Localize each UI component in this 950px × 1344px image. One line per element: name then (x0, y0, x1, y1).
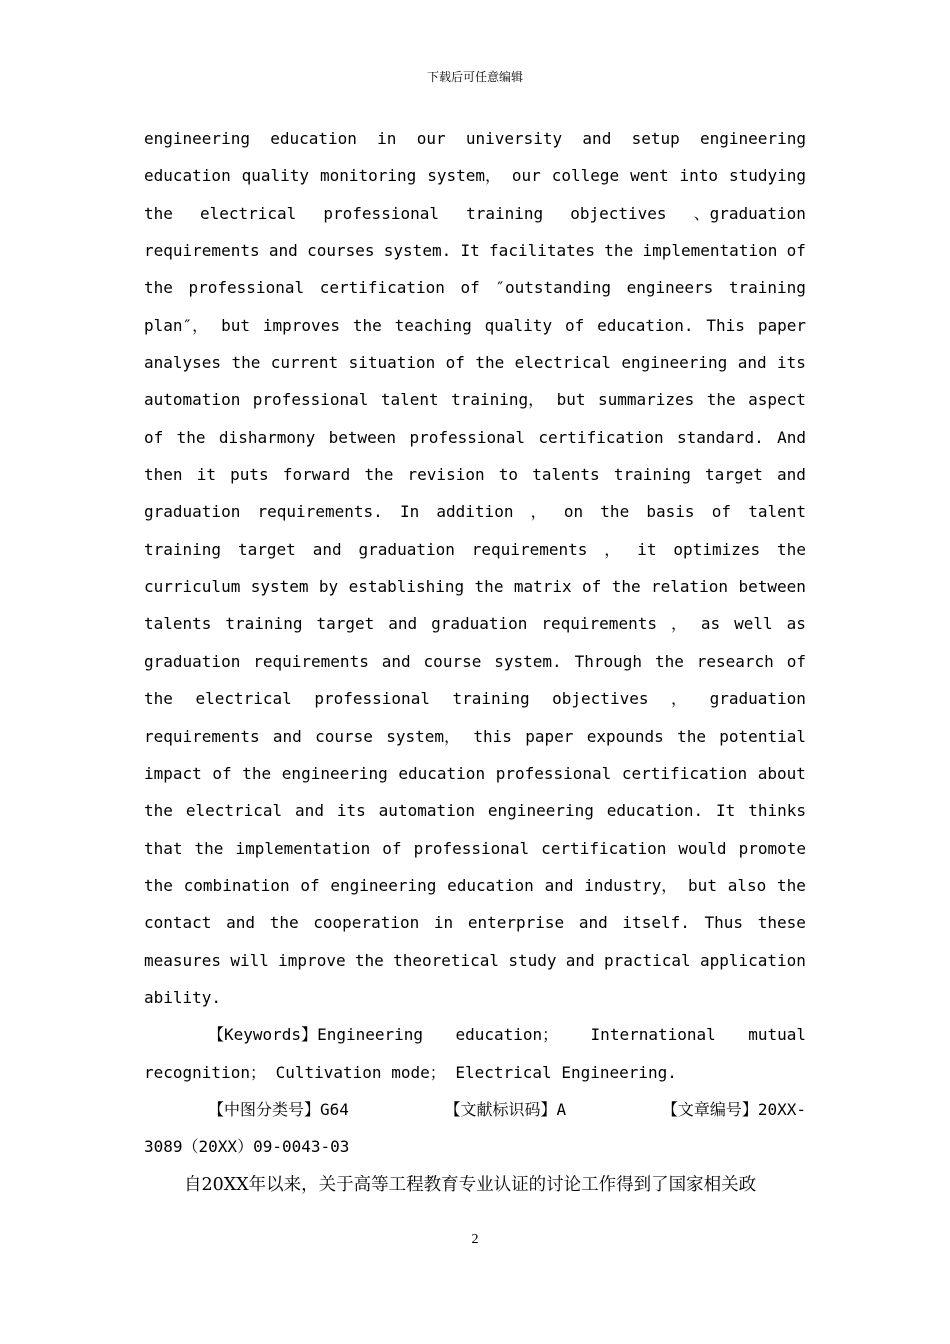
abstract-paragraph (144, 126, 806, 1022)
word: would (678, 838, 727, 858)
word: on (563, 502, 584, 522)
abstract-line (144, 798, 806, 835)
word: practical (603, 950, 691, 970)
word: professional (413, 838, 530, 858)
word: requirements (144, 726, 260, 746)
word: and (272, 726, 302, 746)
word: curriculum (144, 577, 241, 597)
word: facilitates (489, 241, 596, 261)
word: to (498, 465, 519, 485)
word: but (688, 875, 717, 895)
word: its (336, 801, 366, 821)
word: in (433, 913, 454, 933)
word: talent (380, 390, 439, 410)
word: and (582, 129, 612, 148)
word: of (711, 502, 732, 522)
word: system. (494, 651, 562, 671)
word: its (777, 353, 806, 373)
word: graduation (144, 502, 241, 522)
word: It (460, 241, 480, 261)
word: relation (650, 577, 729, 597)
word: objectives (552, 689, 649, 709)
word: forward (282, 465, 351, 485)
word: implementation (642, 241, 778, 261)
word: of (382, 838, 402, 858)
word: the (474, 577, 504, 597)
word: certification (319, 278, 445, 298)
word: theoretical (393, 950, 500, 970)
word: this (473, 726, 512, 746)
word: 【文献标识码】A (444, 1099, 567, 1119)
word: target (316, 614, 375, 634)
word: our (511, 166, 541, 186)
word: of (582, 577, 602, 597)
word: into (679, 166, 719, 186)
word: certification (541, 838, 667, 858)
abstract-line (144, 499, 806, 536)
word: then (144, 465, 183, 485)
classification-line-1 (144, 1097, 806, 1134)
word: quality (241, 166, 310, 186)
word: It (716, 801, 736, 821)
word: engineering (281, 763, 388, 783)
abstract-line (144, 201, 806, 238)
word: establishing (348, 577, 465, 597)
word: the (144, 203, 173, 223)
word: cooperation (313, 913, 420, 933)
word: university (465, 129, 563, 148)
word: the (677, 726, 706, 746)
word: education (144, 166, 231, 186)
word: current (270, 353, 339, 373)
word: courses (307, 241, 375, 261)
word: between (328, 427, 397, 447)
word: and (381, 651, 411, 671)
word: graduation (358, 539, 455, 559)
word: graduation (709, 689, 806, 709)
word: optimizes (673, 539, 761, 559)
word: professional (188, 278, 305, 298)
word: research (696, 651, 774, 671)
word: it (196, 465, 216, 485)
abstract-line (144, 686, 806, 723)
word: of (212, 763, 232, 783)
word: 【中图分类号】G64 (208, 1099, 349, 1119)
word: system. (383, 241, 452, 261)
classification-line-2: 3089（20XX）09-0043-03 (144, 1137, 350, 1157)
word: electrical (195, 689, 292, 709)
word: the (611, 577, 641, 597)
word: the (475, 353, 505, 373)
word: and (226, 913, 256, 933)
word: basis (646, 502, 695, 522)
word: training (728, 278, 806, 298)
word: training (225, 614, 303, 634)
word: professional (252, 390, 369, 410)
word: professional (495, 763, 612, 783)
word: target (705, 465, 763, 485)
word: puts (230, 465, 269, 485)
word: certification (621, 763, 748, 783)
word: and (312, 539, 342, 559)
word: course (423, 651, 482, 671)
word: will (230, 950, 269, 970)
word: these (757, 913, 806, 933)
word: and (565, 950, 595, 970)
word: industry， (584, 875, 678, 895)
word: system， (386, 726, 461, 746)
word: system， (427, 166, 501, 186)
word: of (786, 651, 806, 671)
word: talents (532, 465, 600, 485)
word: ″outstanding (495, 278, 611, 298)
word: itself. (622, 913, 690, 933)
abstract-line (144, 761, 806, 798)
word: by (318, 577, 339, 597)
word: system (250, 577, 309, 597)
word: matrix (513, 577, 572, 597)
word: improves (262, 315, 340, 335)
word: education； (455, 1025, 559, 1045)
abstract-line (144, 126, 806, 163)
word: measures (144, 950, 222, 970)
word: electrical (185, 801, 283, 821)
word: training (466, 203, 544, 223)
word: education. (606, 801, 704, 821)
word: engineers (626, 278, 714, 298)
abstract-line (144, 238, 806, 275)
word: ， (604, 539, 621, 559)
page-header: 下载后可任意编辑 (426, 70, 523, 84)
word: professional (409, 427, 526, 447)
word: requirements (144, 241, 260, 261)
word: engineering (621, 353, 728, 373)
word: training (452, 689, 530, 709)
word: but (221, 315, 250, 335)
word: engineering (487, 801, 594, 821)
word: promote (738, 838, 806, 858)
word: education (447, 875, 534, 895)
word: ， (671, 689, 688, 709)
word: our (416, 129, 446, 148)
abstract-line (144, 611, 806, 648)
word: International (590, 1025, 716, 1045)
abstract-line (144, 724, 806, 761)
word: aspect (748, 390, 806, 410)
word: education. (597, 315, 694, 335)
word: plan″， (144, 315, 209, 335)
abstract-line (144, 948, 806, 985)
word: 【Keywords】Engineering (208, 1025, 424, 1045)
keywords-line-1 (144, 1022, 806, 1059)
word: and (295, 801, 324, 821)
word: training， (451, 390, 545, 410)
word: and (388, 614, 418, 634)
word: Through (574, 651, 643, 671)
word: analyses (144, 353, 222, 373)
word: of (144, 427, 164, 447)
word: of (460, 278, 480, 298)
word: but (556, 390, 586, 410)
word: college (551, 166, 620, 186)
word: and (268, 241, 298, 261)
word: the (231, 353, 261, 373)
word: that (144, 838, 183, 858)
abstract-line (144, 836, 806, 873)
word: training (144, 539, 222, 559)
word: And (777, 427, 806, 447)
word: the (364, 465, 394, 485)
word: This (706, 315, 745, 335)
word: of (445, 353, 465, 373)
document-body (144, 126, 806, 1209)
word: of (300, 875, 320, 895)
chinese-paragraph-line: 自20XX年以来，关于高等工程教育专业认证的讨论工作得到了国家相关政 (184, 1174, 757, 1195)
word: went (630, 166, 669, 186)
abstract-line (144, 275, 806, 312)
word: and (737, 353, 767, 373)
word: the (776, 875, 806, 895)
word: in (377, 129, 397, 148)
abstract-line (144, 163, 806, 200)
word: ， (530, 502, 547, 522)
word: the (144, 875, 173, 895)
word: disharmony (218, 427, 316, 447)
word: the (194, 838, 224, 858)
word: implementation (235, 838, 371, 858)
word: monitoring (319, 166, 417, 186)
word: as (786, 614, 806, 634)
word: certification (538, 427, 664, 447)
word: automation (144, 390, 241, 410)
word: about (757, 763, 806, 783)
word: contact (144, 913, 212, 933)
word: also (727, 875, 767, 895)
word: ， (670, 614, 687, 634)
word: talents (144, 614, 212, 634)
abstract-line (144, 313, 806, 350)
word: quality (484, 315, 553, 335)
word: requirements (541, 614, 657, 634)
word: setup (631, 129, 680, 148)
word: study (508, 950, 557, 970)
word: well (734, 614, 773, 634)
word: paper (525, 726, 574, 746)
word: graduation (431, 614, 528, 634)
word: automation (378, 801, 475, 821)
word: 、graduation (693, 203, 806, 223)
word: the (600, 502, 630, 522)
word: addition (436, 502, 514, 522)
abstract-line (144, 574, 806, 611)
word: standard. (677, 427, 764, 447)
word: professional (314, 689, 430, 709)
word: combination (183, 875, 290, 895)
word: of (564, 315, 585, 335)
word: engineering (330, 875, 437, 895)
word: Thus (704, 913, 744, 933)
word: engineering (700, 129, 806, 148)
word: the (354, 950, 384, 970)
word: the (176, 427, 206, 447)
word: engineering (144, 129, 250, 148)
word: professional (323, 203, 439, 223)
word: situation (348, 353, 436, 373)
word: between (738, 577, 806, 597)
word: the (144, 278, 173, 298)
word: thinks (748, 801, 806, 821)
word: training (613, 465, 691, 485)
word: paper (757, 315, 806, 335)
abstract-line (144, 350, 806, 387)
abstract-line (144, 873, 806, 910)
word: revision (407, 465, 485, 485)
word: graduation (144, 651, 241, 671)
word: and (777, 465, 806, 485)
word: application (699, 950, 806, 970)
word: of (786, 241, 806, 261)
word: improve (278, 950, 346, 970)
word: the (242, 763, 272, 783)
keywords-line-2: recognition； Cultivation mode； Electrical Engineering. (144, 1062, 677, 1082)
word: 【文章编号】20XX- (661, 1099, 806, 1119)
abstract-line (144, 649, 806, 686)
word: enterprise (467, 913, 565, 933)
word: the (269, 913, 299, 933)
word: requirements (471, 539, 588, 559)
word: the (144, 801, 173, 821)
word: potential (719, 726, 806, 746)
word: electrical (514, 353, 611, 373)
word: In (399, 502, 420, 522)
page-number: 2 (471, 1232, 479, 1247)
word: education (398, 763, 486, 783)
word: the (352, 315, 382, 335)
word: the (604, 241, 634, 261)
word: the (777, 539, 806, 559)
word: summarizes (597, 390, 695, 410)
word: teaching (394, 315, 472, 335)
word: and (578, 913, 608, 933)
word: talent (748, 502, 806, 522)
word: the (654, 651, 684, 671)
word: requirements. (257, 502, 383, 522)
word: expounds (586, 726, 664, 746)
word: mutual (748, 1025, 806, 1045)
abstract-line (144, 425, 806, 462)
word: it (637, 539, 657, 559)
word: impact (144, 763, 202, 783)
abstract-line (144, 537, 806, 574)
word: education (270, 129, 357, 148)
word: and (544, 875, 574, 895)
word: the (144, 689, 173, 709)
abstract-line (144, 910, 806, 947)
word: studying (728, 166, 806, 186)
word: electrical (199, 203, 297, 223)
word: as (700, 614, 721, 634)
word: target (237, 539, 296, 559)
word: objectives (570, 203, 667, 223)
abstract-line: ability. (144, 987, 222, 1007)
abstract-line (144, 462, 806, 499)
word: course (315, 726, 373, 746)
word: requirements (253, 651, 369, 671)
abstract-line (144, 387, 806, 424)
word: the (706, 390, 736, 410)
